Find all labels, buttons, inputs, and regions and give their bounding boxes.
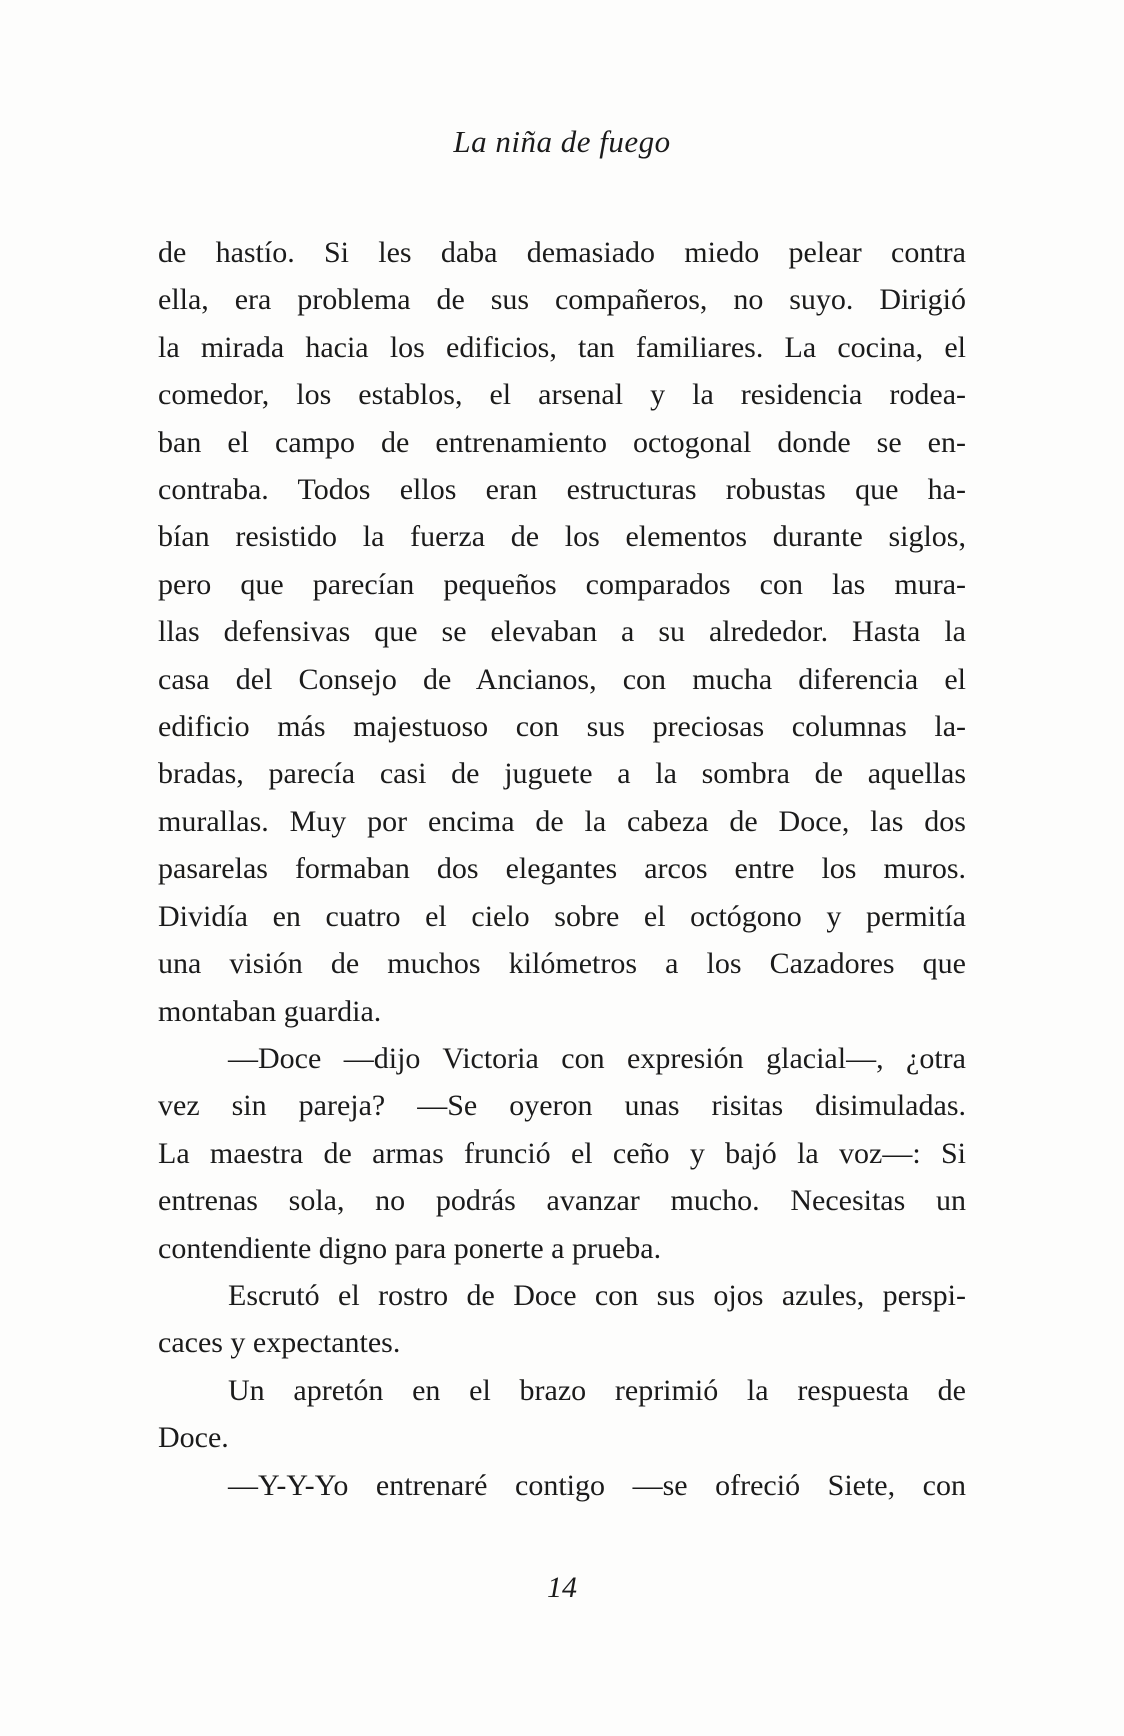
text-line: Doce. — [158, 1421, 229, 1455]
text-line: edificio más majestuoso con sus preciosas columnas la- — [158, 710, 966, 744]
text-line: comedor, los establos, el arsenal y la residencia rodea- — [158, 378, 966, 412]
running-header-title: La niña de fuego — [453, 124, 671, 159]
text-line: Escrutó el rostro de Doce con sus ojos azules, perspi- — [228, 1278, 966, 1312]
text-line: murallas. Muy por encima de la cabeza de Doce, las dos — [158, 804, 966, 838]
page-number: 14 — [547, 1571, 577, 1604]
text-line: ban el campo de entrenamiento octogonal donde se en- — [158, 425, 966, 459]
text-line: llas defensivas que se elevaban a su alrededor. Hasta la — [158, 615, 966, 649]
text-line: la mirada hacia los edificios, tan familiares. La cocina, el — [158, 330, 966, 364]
text-line: bían resistido la fuerza de los elementos durante siglos, — [158, 520, 966, 554]
text-line: entrenas sola, no podrás avanzar mucho. Necesitas un — [158, 1184, 966, 1218]
running-header — [158, 122, 966, 162]
text-line: Dividía en cuatro el cielo sobre el octógono y permitía — [158, 899, 966, 933]
text-line: vez sin pareja? —Se oyeron unas risitas disimuladas. — [158, 1089, 966, 1123]
text-line: Un apretón en el brazo reprimió la respuesta de — [228, 1373, 966, 1407]
text-line: caces y expectantes. — [158, 1326, 401, 1360]
text-line: pero que parecían pequeños comparados con las mura- — [158, 567, 966, 601]
text-line: bradas, parecía casi de juguete a la sombra de aquellas — [158, 757, 966, 791]
text-line: una visión de muchos kilómetros a los Cazadores que — [158, 947, 966, 981]
page-footer — [158, 1568, 966, 1608]
text-line: contraba. Todos ellos eran estructuras robustas que ha- — [158, 473, 966, 507]
text-line: —Y-Y-Yo entrenaré contigo —se ofreció Siete, con — [228, 1468, 966, 1502]
text-line: contendiente digno para ponerte a prueba. — [158, 1231, 662, 1265]
text-line: —Doce —dijo Victoria con expresión glacial—, ¿otra — [228, 1041, 966, 1075]
text-line: montaban guardia. — [158, 994, 382, 1028]
text-line: ella, era problema de sus compañeros, no suyo. Dirigió — [158, 283, 966, 317]
text-line: La maestra de armas frunció el ceño y bajó la voz—: Si — [158, 1136, 966, 1170]
text-line: pasarelas formaban dos elegantes arcos entre los muros. — [158, 852, 966, 886]
text-line: de hastío. Si les daba demasiado miedo pelear contra — [158, 236, 966, 269]
body-text-block — [158, 229, 966, 1509]
text-line: casa del Consejo de Ancianos, con mucha diferencia el — [158, 662, 966, 696]
